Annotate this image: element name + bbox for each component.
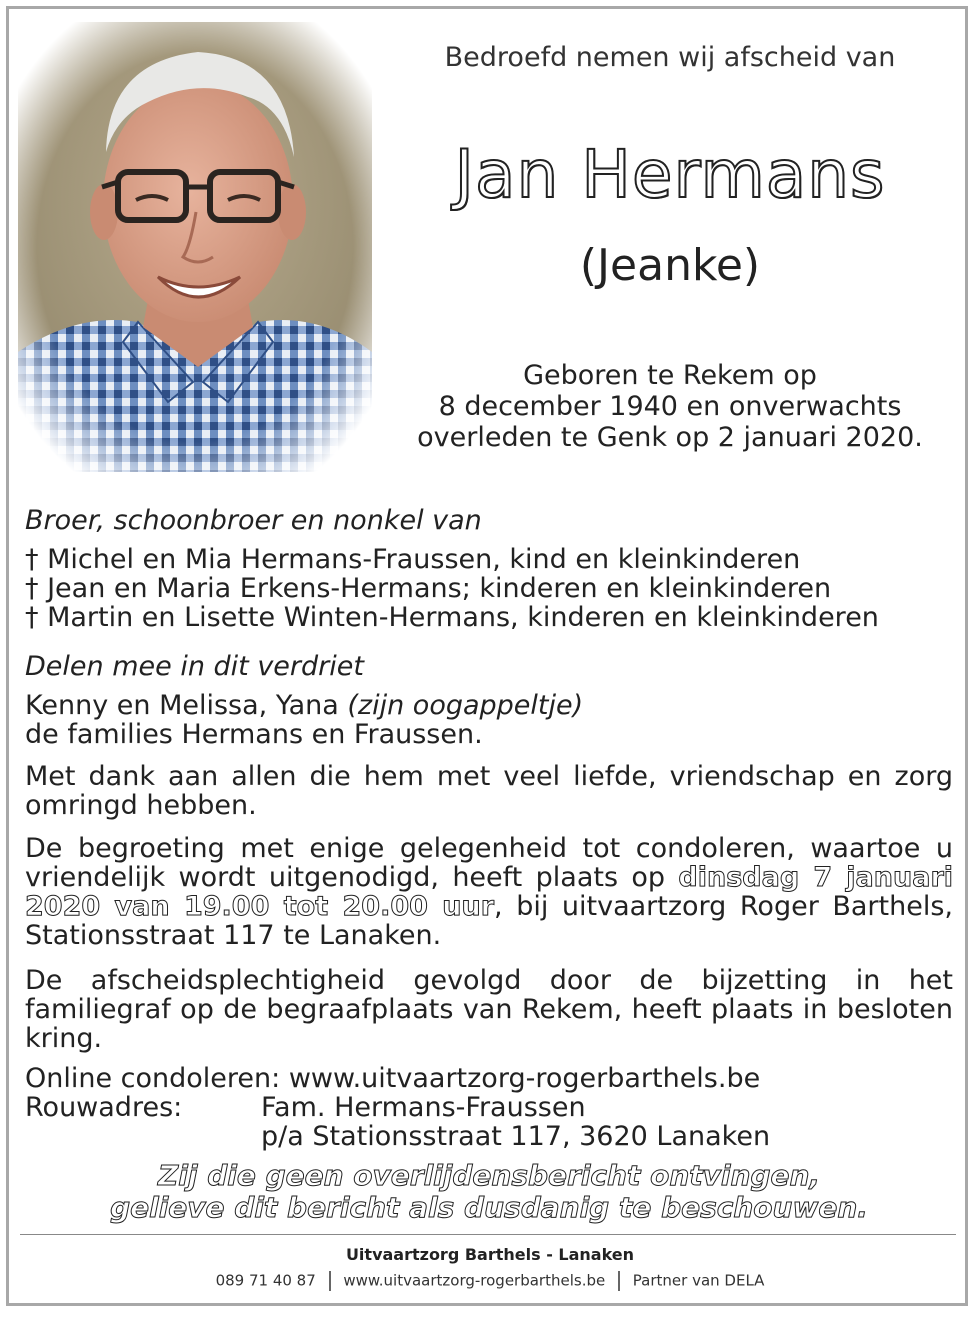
online-condolences: Online condoleren: www.uitvaartzorg-rogerbarthels.be: [25, 1063, 761, 1094]
family-member: † Jean en Maria Erkens-Hermans; kinderen en kleinkinderen: [25, 573, 832, 604]
footer-divider: [20, 1234, 956, 1235]
grief-line-2: de families Hermans en Fraussen.: [25, 719, 483, 750]
address-row-2: [25, 1122, 953, 1151]
family-heading: Broer, schoonbroer en nonkel van: [25, 505, 482, 536]
address-label: Rouwadres:: [25, 1092, 183, 1123]
footer-website[interactable]: www.uitvaartzorg-rogerbarthels.be: [343, 1271, 606, 1290]
footer-separator: [618, 1271, 620, 1291]
grief-section: [25, 652, 953, 749]
ceremony-text: De afscheidsplechtigheid gevolgd door de bijzetting in het familiegraf op de begraafplaats van Rekem, heeft plaats in besloten kring.: [25, 965, 953, 1054]
grief-line-1: [25, 691, 953, 720]
grief-names: Kenny en Melissa, Yana: [25, 690, 348, 721]
footer-separator: [329, 1271, 331, 1291]
address-line-2: p/a Stationsstraat 117, 3620 Lanaken: [261, 1121, 771, 1152]
birth-death-info: [390, 360, 950, 453]
closing-line-2: gelieve dit bericht als dusdanig te beschouwen.: [110, 1191, 868, 1224]
address-line-1: Fam. Hermans-Fraussen: [261, 1092, 586, 1123]
footer-contact-row: [0, 1271, 980, 1291]
viewing-after: , bij uitvaartzorg Roger Barthels, Stationsstraat 117 te Lanaken.: [25, 891, 953, 951]
portrait-photo: [18, 22, 372, 472]
family-section: [25, 506, 953, 632]
birth-line-3: overleden te Genk op 2 januari 2020.: [417, 422, 923, 453]
closing-notice: [25, 1160, 953, 1224]
deceased-name: Jan Hermans: [454, 136, 886, 213]
birth-line-1: Geboren te Rekem op: [523, 360, 817, 391]
address-row: [25, 1093, 953, 1122]
viewing-text: [25, 834, 953, 950]
grief-heading: Delen mee in dit verdriet: [25, 651, 364, 682]
viewing-datetime: dinsdag 7 januari 2020 van 19.00 tot 20.00 uur: [25, 862, 954, 922]
funeral-home-name: Uitvaartzorg Barthels - Lanaken: [345, 1245, 635, 1264]
family-member: † Michel en Mia Hermans-Fraussen, kind en kleinkinderen: [25, 544, 801, 575]
deceased-nickname: (Jeanke): [579, 240, 761, 291]
birth-line-2: 8 december 1940 en onverwachts: [438, 391, 902, 422]
contact-section: [25, 1064, 953, 1151]
footer-partner: Partner van DELA: [632, 1271, 765, 1290]
grief-note: (zijn oogappeltje): [347, 690, 584, 721]
closing-line-1: Zij die geen overlijdensbericht ontvingen,: [157, 1159, 821, 1192]
footer-phone: 089 71 40 87: [215, 1271, 316, 1290]
viewing-before: De begroeting met enige gelegenheid tot condoleren, waartoe u vriendelijk wordt uitgenodigd, heeft plaats op: [25, 833, 953, 893]
family-member: † Martin en Lisette Winten-Hermans, kinderen en kleinkinderen: [25, 602, 879, 633]
thanks-text: Met dank aan allen die hem met veel liefde, vriendschap en zorg omringd hebben.: [25, 761, 953, 821]
intro-text: Bedroefd nemen wij afscheid van: [444, 42, 896, 73]
